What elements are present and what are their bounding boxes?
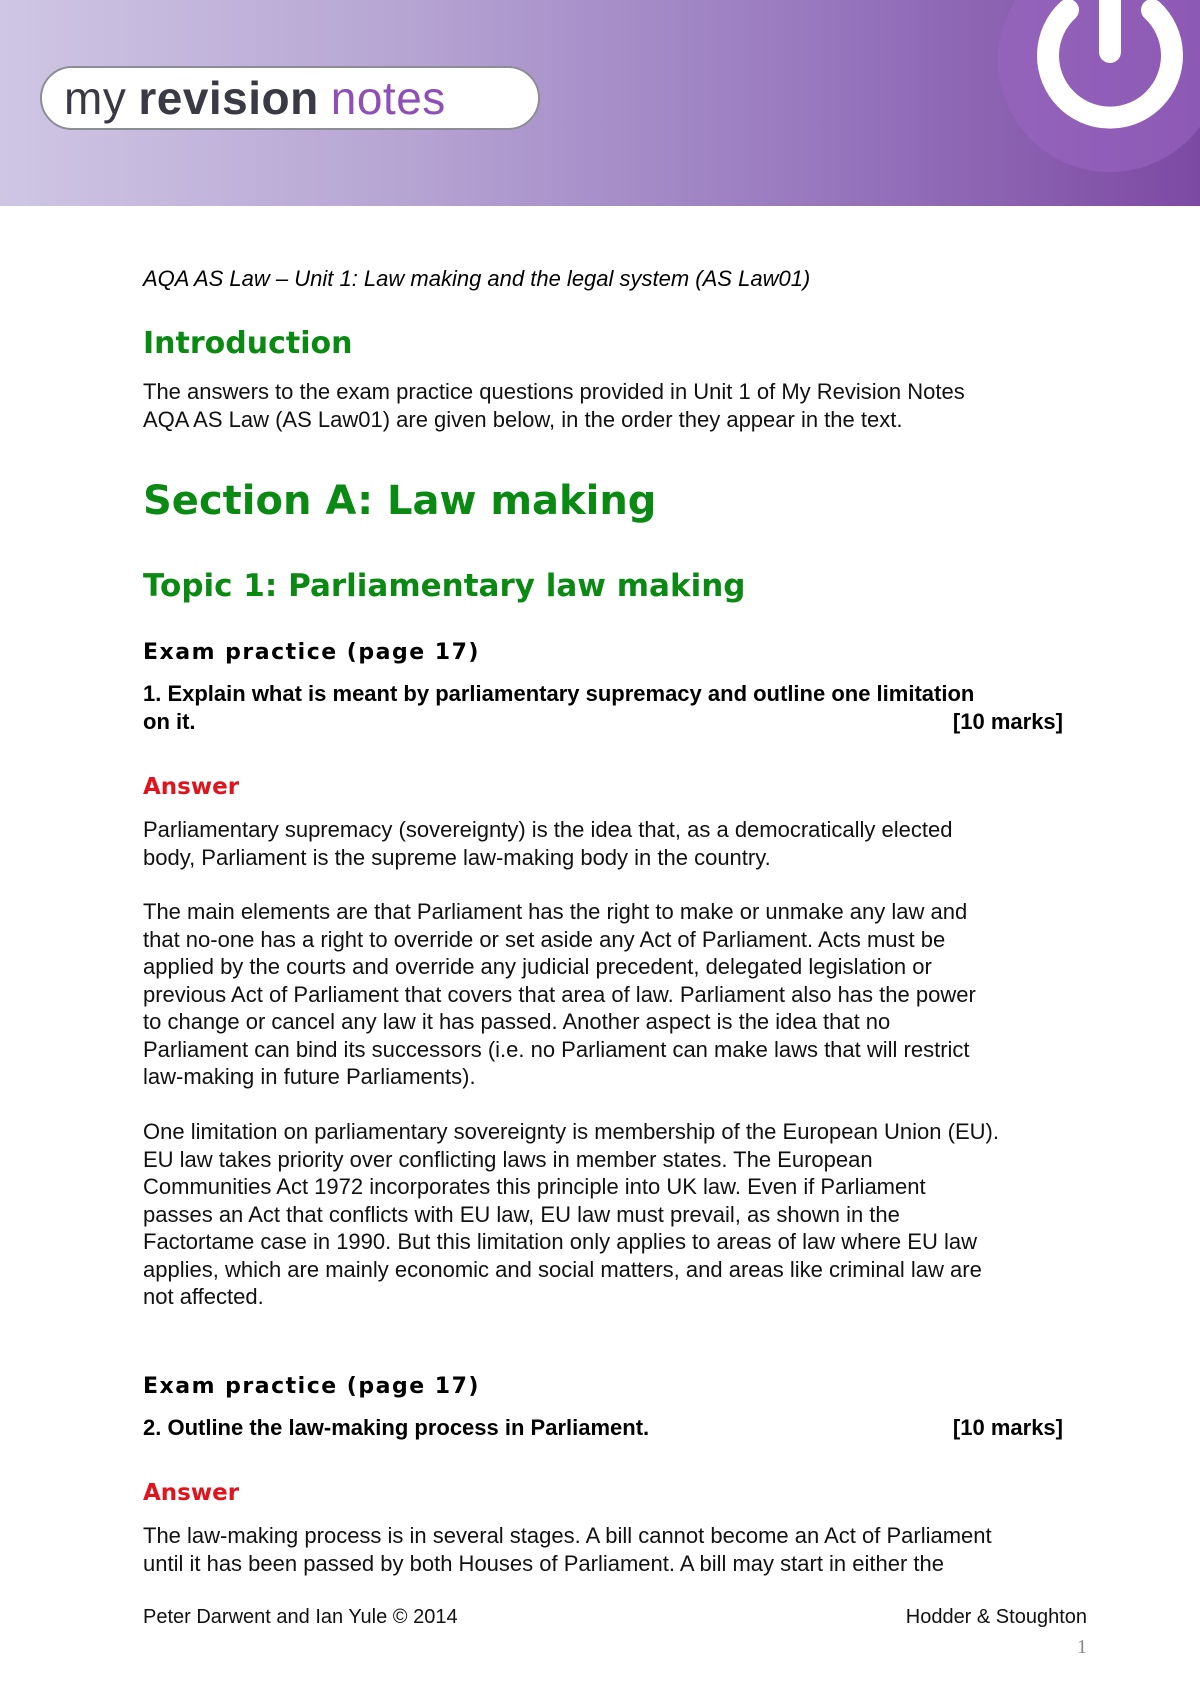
answer-paragraph xyxy=(143,1118,999,1311)
header-banner xyxy=(0,0,1200,206)
paragraph-line: Parliamentary supremacy (sovereignty) is the idea that, as a democratically elected xyxy=(143,817,953,842)
paragraph-line: The main elements are that Parliament has the right to make or unmake any law and xyxy=(143,899,968,924)
page-number: 1 xyxy=(1077,1636,1087,1658)
paragraph-line: body, Parliament is the supreme law-making body in the country. xyxy=(143,844,771,870)
paragraph-line: previous Act of Parliament that covers that area of law. Parliament also has the power xyxy=(143,981,976,1007)
question-1 xyxy=(143,680,1063,735)
paragraph-line: EU law takes priority over conflicting laws in member states. The European xyxy=(143,1146,873,1172)
marks-label: [10 marks] xyxy=(952,708,1063,734)
paragraph-line: that no-one has a right to override or set aside any Act of Parliament. Acts must be xyxy=(143,926,946,952)
exam-practice-label: Exam practice (page 17) xyxy=(143,640,480,665)
footer-authors: Peter Darwent and Ian Yule © 2014 xyxy=(143,1606,458,1628)
paragraph-line: applied by the courts and override any judicial precedent, delegated legislation or xyxy=(143,954,932,979)
introduction-paragraph xyxy=(143,378,965,433)
paragraph-line: to change or cancel any law it has passed. Another aspect is the idea that no xyxy=(143,1009,891,1034)
question-line: 1. Explain what is meant by parliamentary supremacy and outline one limitation xyxy=(143,681,975,706)
paragraph-line: Communities Act 1972 incorporates this principle into UK law. Even if Parliament xyxy=(143,1174,926,1199)
question-2 xyxy=(143,1414,1063,1442)
marks-label: [10 marks] xyxy=(952,1415,1063,1440)
paragraph-line: not affected. xyxy=(143,1284,264,1309)
answer-paragraph xyxy=(143,1522,992,1577)
footer-publisher: Hodder & Stoughton xyxy=(905,1606,1087,1628)
paragraph-line: One limitation on parliamentary sovereignty is membership of the European Union (EU). xyxy=(143,1119,999,1144)
answer-paragraph xyxy=(143,898,976,1091)
paragraph-line: The law-making process is in several stages. A bill cannot become an Act of Parliament xyxy=(143,1523,992,1548)
power-icon xyxy=(990,0,1200,180)
paragraph-line: Factortame case in 1990. But this limitation only applies to areas of law where EU law xyxy=(143,1229,977,1254)
paragraph-line: passes an Act that conflicts with EU law, EU law must prevail, as shown in the xyxy=(143,1201,900,1227)
logo-word-my: my xyxy=(64,72,127,124)
intro-line: The answers to the exam practice questions provided in Unit 1 of My Revision Notes xyxy=(143,379,965,404)
introduction-heading: Introduction xyxy=(143,326,353,361)
answer-label: Answer xyxy=(143,774,240,800)
document-subtitle: AQA AS Law – Unit 1: Law making and the legal system (AS Law01) xyxy=(143,266,811,291)
logo-word-notes: notes xyxy=(330,72,446,124)
answer-paragraph xyxy=(143,816,952,871)
intro-line: AQA AS Law (AS Law01) are given below, in the order they appear in the text. xyxy=(143,406,903,432)
section-heading: Section A: Law making xyxy=(143,478,657,524)
topic-heading: Topic 1: Parliamentary law making xyxy=(143,568,746,604)
exam-practice-label: Exam practice (page 17) xyxy=(143,1374,480,1399)
paragraph-line: applies, which are mainly economic and social matters, and areas like criminal law are xyxy=(143,1256,982,1282)
paragraph-line: law-making in future Parliaments). xyxy=(143,1064,476,1089)
question-line: on it. xyxy=(143,708,196,734)
answer-label: Answer xyxy=(143,1480,240,1506)
paragraph-line: until it has been passed by both Houses of Parliament. A bill may start in either the xyxy=(143,1550,945,1576)
paragraph-line: Parliament can bind its successors (i.e. no Parliament can make laws that will restrict xyxy=(143,1036,970,1062)
question-line: 2. Outline the law-making process in Parliament. xyxy=(143,1415,650,1440)
logo-word-revision: revision xyxy=(138,72,319,124)
brand-logo xyxy=(40,66,540,130)
